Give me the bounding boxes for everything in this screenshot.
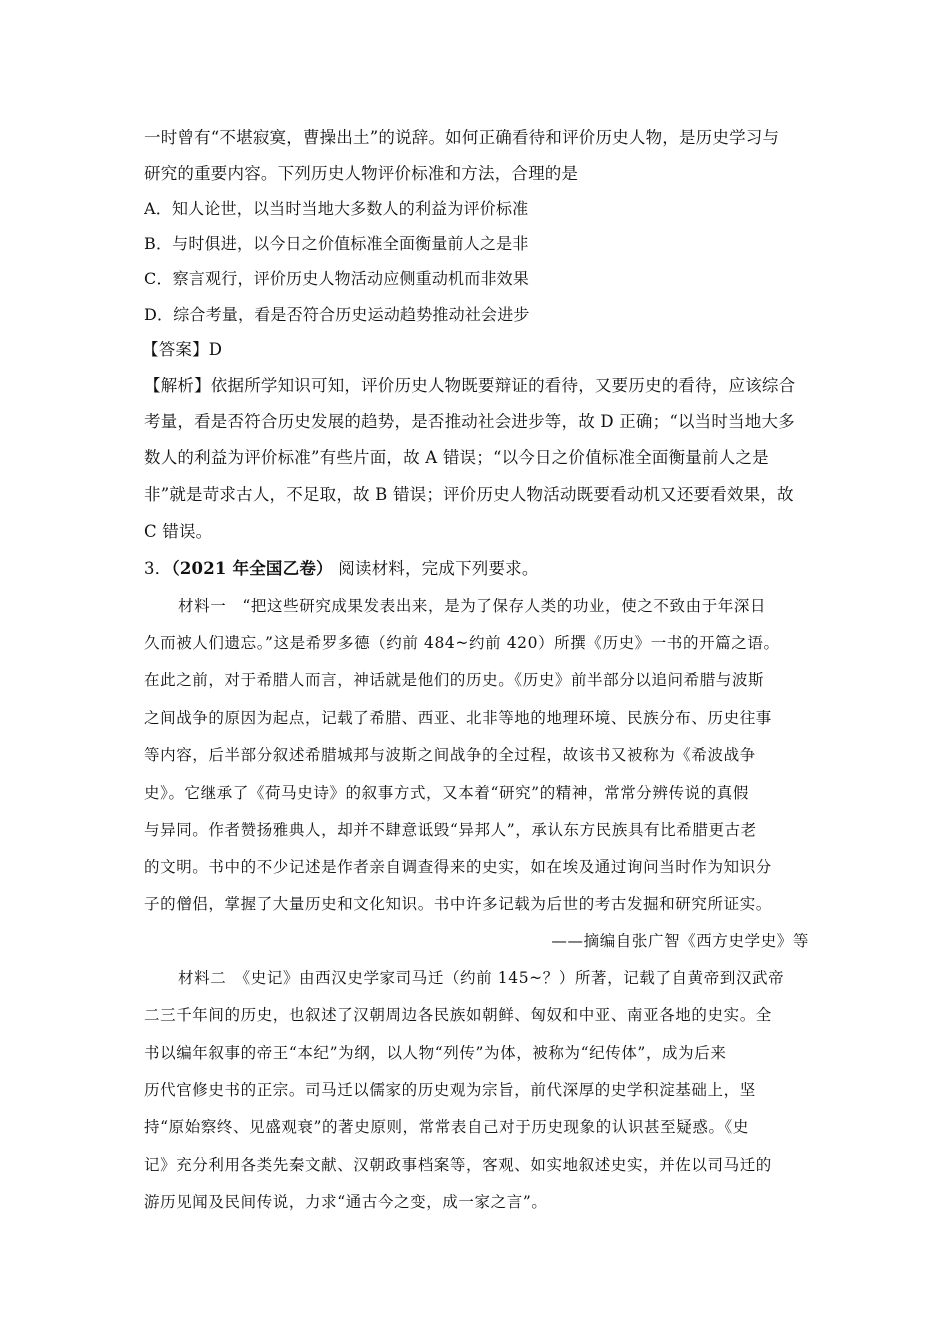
material-1-line: 子的僧侣，掌握了大量历史和文化知识。书中许多记载为后世的考古发掘和研究所证实。 — [144, 895, 772, 913]
option-c: C．察言观行，评价历史人物活动应侧重动机而非效果 — [144, 269, 530, 288]
question-stem-line: 研究的重要内容。下列历史人物评价标准和方法，合理的是 — [144, 164, 579, 183]
question-prompt: 阅读材料，完成下列要求。 — [338, 559, 539, 578]
material-1-line: 史》。它继承了《荷马史诗》的叙事方式，又本着“研究”的精神，常常分辨传说的真假 — [144, 784, 750, 802]
analysis-line: C 错误。 — [144, 522, 213, 541]
analysis-line: 数人的利益为评价标准”有些片面，故 A 错误；“以今日之价值标准全面衡量前人之是 — [144, 448, 769, 467]
option-a: A．知人论世，以当时当地大多数人的利益为评价标准 — [144, 199, 529, 218]
material-2-line: 记》充分利用各类先秦文献、汉朝政事档案等，客观、如实地叙述史实，并佐以司马迁的 — [144, 1156, 772, 1174]
material-1-line: 的文明。书中的不少记述是作者亲自调查得来的史实，如在埃及通过询问当时作为知识分 — [144, 858, 772, 876]
question-3-header — [144, 557, 809, 581]
option-b: B．与时俱进，以今日之价值标准全面衡量前人之是非 — [144, 234, 529, 253]
question-source: （2021 年全国乙卷） — [171, 559, 333, 578]
material-1-line: 与异同。作者赞扬雅典人，却并不肆意诋毁“异邦人”，承认东方民族具有比希腊更古老 — [144, 821, 757, 839]
material-1-line: 在此之前，对于希腊人而言，神话就是他们的历史。《历史》前半部分以追问希腊与波斯 — [144, 671, 765, 689]
analysis-line: 【解析】依据所学知识可知，评价历史人物既要辩证的看待，又要历史的看待，应该综合 — [144, 376, 796, 395]
material-2-line: 持“原始察终、见盛观衰”的著史原则，常常表自己对于历史现象的认识甚至疑惑。《史 — [144, 1118, 750, 1136]
option-d: D．综合考量，看是否符合历史运动趋势推动社会进步 — [144, 305, 530, 324]
material-2-line: 游历见闻及民间传说，力求“通古今之变，成一家之言”。 — [144, 1193, 548, 1211]
material-2-line: 二三千年间的历史，也叙述了汉朝周边各民族如朝鲜、匈奴和中亚、南亚各地的史实。全 — [144, 1006, 772, 1024]
material-1-source: ——摘编自张广智《西方史学史》等 — [551, 932, 809, 950]
analysis-line: 考量，看是否符合历史发展的趋势，是否推动社会进步等，故 D 正确；“以当时当地大多 — [144, 412, 795, 431]
material-2-line: 书以编年叙事的帝王“本纪”为纲，以人物“列传”为体，被称为“纪传体”，成为后来 — [144, 1044, 727, 1062]
material-1-line: 之间战争的原因为起点，记载了希腊、西亚、北非等地的地理环境、民族分布、历史往事 — [144, 709, 772, 727]
answer-label: 【答案】D — [142, 340, 223, 359]
material-1-line: 材料一 “把这些研究成果发表出来，是为了保存人类的功业，使之不致由于年深日 — [178, 597, 767, 615]
material-1-line: 久而被人们遗忘。”这是希罗多德（约前 484~约前 420）所撰《历史》一书的开篇之语。 — [144, 634, 780, 652]
material-2-line: 材料二 《史记》由西汉史学家司马迁（约前 145~？）所著，记载了自黄帝到汉武帝 — [178, 969, 785, 987]
question-stem-line: 一时曾有“不堪寂寞，曹操出土”的说辞。如何正确看待和评价历史人物，是历史学习与 — [144, 128, 780, 147]
material-2-line: 历代官修史书的正宗。司马迁以儒家的历史观为宗旨，前代深厚的史学积淀基础上，坚 — [144, 1081, 756, 1099]
material-1-line: 等内容，后半部分叙述希腊城邦与波斯之间战争的全过程，故该书又被称为《希波战争 — [144, 746, 756, 764]
analysis-line: 非”就是苛求古人，不足取，故 B 错误；评价历史人物活动既要看动机又还要看效果，故 — [144, 485, 794, 504]
question-number: 3． — [144, 559, 172, 578]
